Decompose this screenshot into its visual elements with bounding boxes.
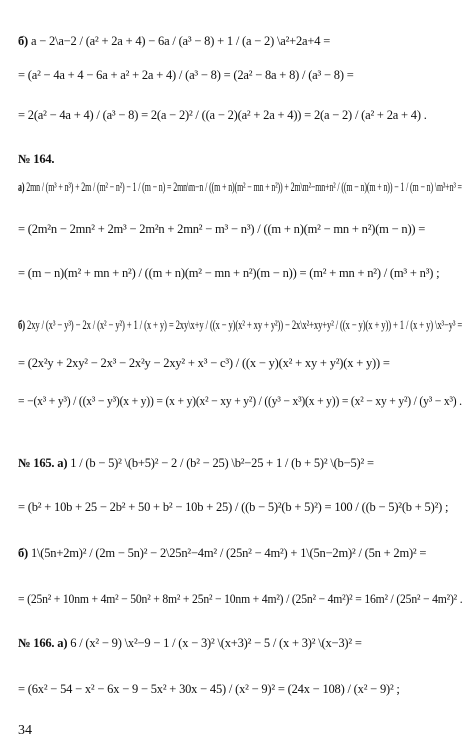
line-1-text: a − 2\a−2 / (a² + 2a + 4) − 6a / (a³ − 8) + 1 / (a − 2) \a²+2a+4 = bbox=[30, 34, 331, 48]
line-13 bbox=[18, 546, 426, 560]
line-1-label: б) bbox=[18, 34, 29, 48]
line-5-label: а) bbox=[18, 180, 25, 194]
line-6-text: = (2m²n − 2mn² + 2m³ − 2m²n + 2mn² − m³ − n³) / ((m + n)(m² − mn + n²)(m − n)) = bbox=[18, 222, 426, 236]
line-11-label: № 165. а) bbox=[18, 456, 68, 470]
line-3-text: = 2(a² − 4a + 4) / (a³ − 8) = 2(a − 2)² / ((a − 2)(a² + 2a + 4)) = 2(a − 2) / (a² + 2a + 4) . bbox=[18, 108, 427, 122]
line-9-text: = (2x²y + 2xy² − 2x³ − 2x²y − 2xy² + x³ − c³) / ((x − y)(x² + xy + y²)(x + y)) = bbox=[18, 356, 390, 370]
line-16 bbox=[18, 682, 400, 696]
line-13-text: 1\(5n+2m)² / (2m − 5n)² − 2\25n²−4m² / (25n² − 4m²) + 1\(5n−2m)² / (5n + 2m)² = bbox=[30, 546, 427, 560]
line-4 bbox=[18, 152, 54, 166]
line-5-text: 2mn / (m³ + n³) + 2m / (m² − n²) − 1 / (m − n) = 2mn\m−n / ((m + n)(m² − mn + n²)) + 2m\m²−mn+n² / ((m − n)(m + n)) − 1 / (m − n) \m³+n³ = bbox=[26, 180, 462, 194]
line-7-text: = (m − n)(m² + mn + n²) / ((m + n)(m² − mn + n²)(m − n)) = (m² + mn + n²) / (m³ + n³) ; bbox=[18, 266, 440, 280]
line-4-label: № 164. bbox=[18, 152, 55, 166]
line-14 bbox=[18, 592, 462, 606]
line-9 bbox=[18, 356, 390, 370]
line-15-label: № 166. а) bbox=[18, 636, 68, 650]
line-1 bbox=[18, 34, 330, 48]
line-10 bbox=[18, 394, 462, 408]
line-8-label: б) bbox=[18, 318, 25, 332]
line-14-text: = (25n² + 10nm + 4m² − 50n² + 8m² + 25n² − 10nm + 4m²) / (25n² − 4m²)² = 16m² / (25n² − 4m²)² . bbox=[18, 592, 463, 606]
line-15 bbox=[18, 636, 362, 650]
line-12 bbox=[18, 500, 448, 514]
line-7 bbox=[18, 266, 439, 280]
line-11-text: 1 / (b − 5)² \(b+5)² − 2 / (b² − 25) \b²−25 + 1 / (b + 5)² \(b−5)² = bbox=[70, 456, 374, 470]
line-16-text: = (6x² − 54 − x² − 6x − 9 − 5x² + 30x − 45) / (x² − 9)² = (24x − 108) / (x² − 9)² ; bbox=[18, 682, 400, 696]
line-11 bbox=[18, 456, 374, 470]
line-2-text: = (a² − 4a + 4 − 6a + a² + 2a + 4) / (a³ − 8) = (2a² − 8a + 8) / (a³ − 8) = bbox=[18, 68, 354, 82]
line-8-text: 2xy / (x³ − y³) − 2x / (x² − y²) + 1 / (x + y) = 2xy\x+y / ((x − y)(x² + xy + y²)) − 2x\x²+xy+y² / ((x − y)(x + y)) + 1 / (x + y) \x³−y³ = bbox=[26, 318, 463, 332]
line-6 bbox=[18, 222, 425, 236]
line-13-label: б) bbox=[18, 546, 29, 560]
line-15-text: 6 / (x² − 9) \x²−9 − 1 / (x − 3)² \(x+3)² − 5 / (x + 3)² \(x−3)² = bbox=[70, 636, 362, 650]
line-10-text: = −(x³ + y³) / ((x³ − y³)(x + y)) = (x + y)(x² − xy + y²) / ((y³ − x³)(x + y)) = (x² − xy + y²) / (y³ − x³) . bbox=[18, 394, 462, 408]
page-number: 34 bbox=[18, 723, 32, 738]
line-8 bbox=[18, 318, 462, 332]
line-12-text: = (b² + 10b + 25 − 2b² + 50 + b² − 10b + 25) / ((b − 5)²(b + 5)²) = 100 / ((b − 5)²(b + 5)²) ; bbox=[18, 500, 449, 514]
line-3 bbox=[18, 108, 427, 122]
line-2 bbox=[18, 68, 354, 82]
line-5 bbox=[18, 180, 462, 194]
